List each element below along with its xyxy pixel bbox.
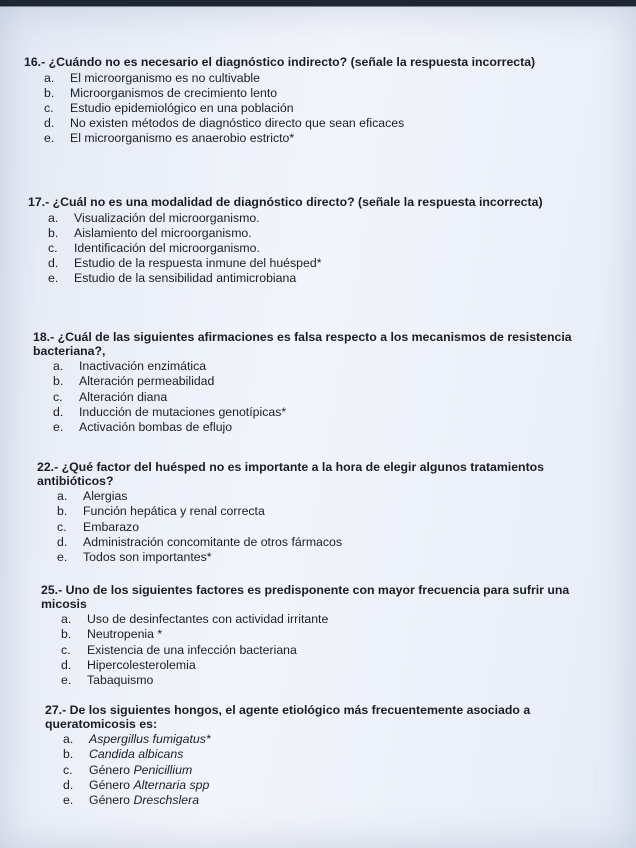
option-a: a. Visualización del microorganismo. (48, 210, 260, 225)
option-a: a. Alergias (57, 489, 128, 504)
option-b: b. Candida albicans (63, 747, 184, 762)
option-list (53, 359, 593, 435)
option-a: a. El microorganismo es no cultivable (44, 70, 261, 85)
question-27 (45, 704, 605, 808)
exam-page (0, 7, 636, 848)
option-d: d. Hipercolesterolemia (61, 657, 196, 672)
option-c: c. Embarazo (57, 519, 140, 534)
option-list (57, 489, 597, 565)
option-d: d. Inducción de mutaciones genotípicas* (53, 404, 287, 419)
question-16 (24, 56, 584, 147)
option-c: c. Identificación del microorganismo. (48, 240, 260, 255)
option-list (44, 71, 584, 147)
option-c: c. Estudio epidemiológico en una población (44, 100, 294, 115)
option-b: b. Microorganismos de crecimiento lento (44, 85, 278, 100)
option-d: d. Estudio de la respuesta inmune del huésped* (48, 256, 322, 271)
option-list (63, 732, 605, 808)
question-title: 16.- ¿Cuándo no es necesario el diagnóstico indirecto? (señale la respuesta incorrecta) (24, 55, 536, 69)
option-d: d. Género Alternaria spp (63, 777, 210, 792)
option-d: d. No existen métodos de diagnóstico directo que sean eficaces (44, 116, 405, 131)
option-e: e. Todos son importantes* (57, 549, 212, 564)
question-title: 25.- Uno de los siguientes factores es predisponente con mayor frecuencia para sufrir una micosis (41, 583, 570, 611)
option-c: c. Existencia de una infección bacteriana (61, 642, 297, 657)
question-17 (28, 196, 588, 287)
option-a: a. Uso de desinfectantes con actividad irritante (61, 612, 329, 627)
question-22 (37, 461, 597, 565)
question-title: 22.- ¿Qué factor del huésped no es importante a la hora de elegir algunos tratamientos antibióticos? (37, 460, 545, 488)
option-b: b. Alteración permeabilidad (53, 374, 215, 389)
option-d: d. Administración concomitante de otros fármacos (57, 534, 343, 549)
option-e: e. Tabaquismo (61, 672, 154, 687)
option-c: c. Alteración diana (53, 389, 168, 404)
question-18 (33, 331, 593, 435)
option-b: b. Aislamiento del microorganismo. (48, 225, 252, 240)
question-title: 27.- De los siguientes hongos, el agente etiológico más frecuentemente asociado a queratomicosis es: (45, 703, 531, 731)
question-title: 18.- ¿Cuál de las siguientes afirmaciones es falsa respecto a los mecanismos de resistencia bacteriana?, (33, 330, 572, 358)
option-a: a. Aspergillus fumigatus* (63, 732, 211, 747)
option-b: b. Neutropenia * (61, 627, 163, 642)
option-list (48, 211, 588, 287)
option-a: a. Inactivación enzimática (53, 359, 207, 374)
option-list (61, 612, 601, 688)
question-25 (41, 584, 601, 688)
question-title: 17.- ¿Cuál no es una modalidad de diagnóstico directo? (señale la respuesta incorrecta) (28, 195, 543, 209)
option-c: c. Género Penicillium (63, 762, 193, 777)
option-e: e. Género Dreschslera (63, 792, 200, 807)
option-e: e. Estudio de la sensibilidad antimicrobiana (48, 271, 297, 286)
option-b: b. Función hepática y renal correcta (57, 504, 265, 519)
option-e: e. El microorganismo es anaerobio estricto* (44, 131, 295, 146)
option-e: e. Activación bombas de eflujo (53, 419, 233, 434)
